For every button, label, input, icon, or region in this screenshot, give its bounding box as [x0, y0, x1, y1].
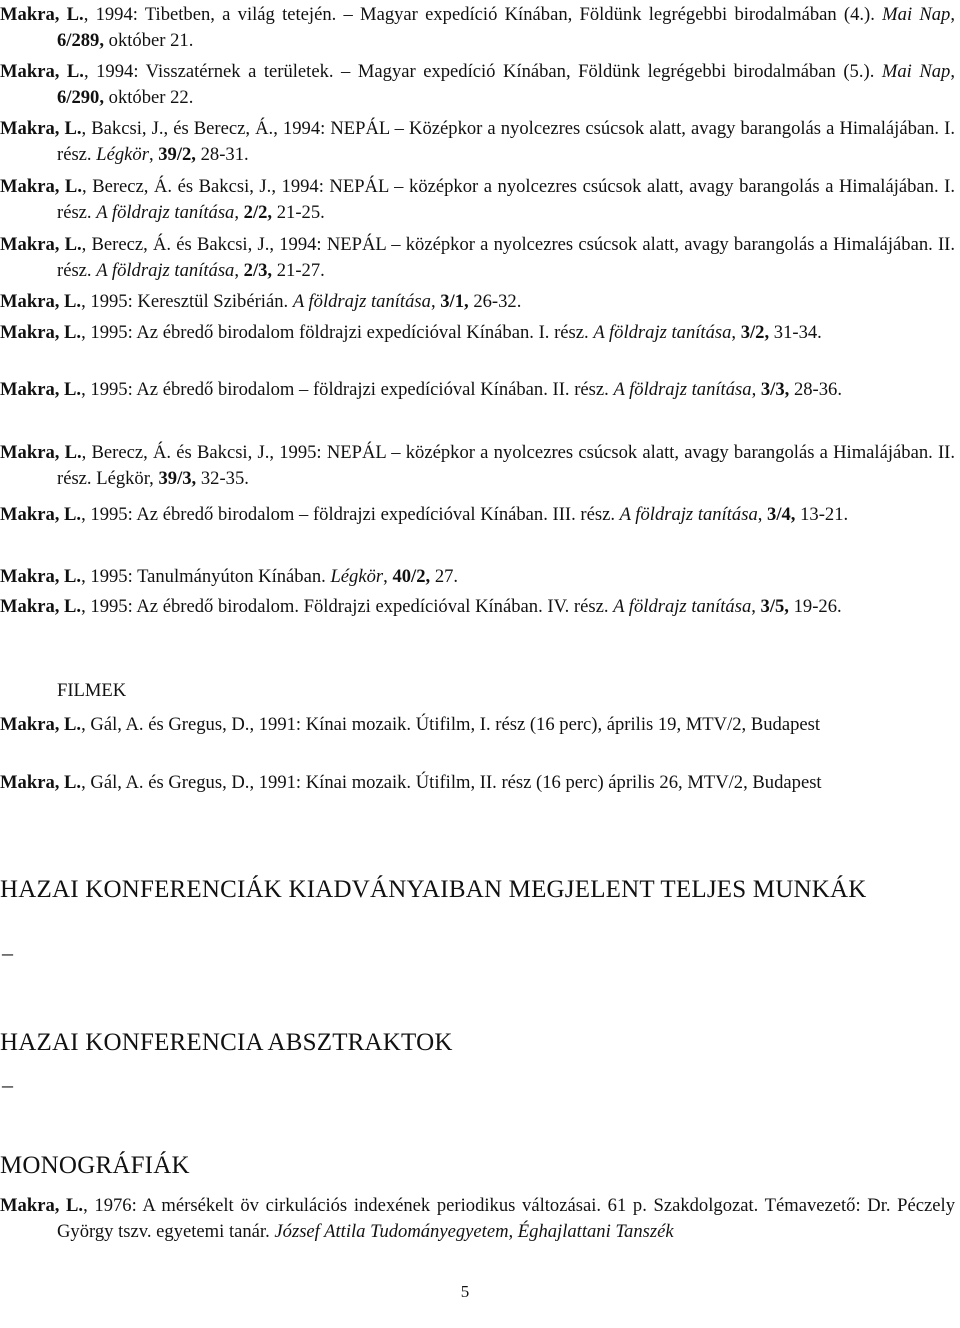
entry-volume: 3/3,	[760, 379, 790, 400]
entry-title: NEPÁL – középkor a nyolcezres csúcsok alatt, avagy barangolás a Himalájában. II. rész.	[57, 234, 956, 281]
page-number: 5	[460, 1282, 470, 1301]
film-author: Makra, L.	[0, 772, 82, 793]
entry-volume: 39/3,	[158, 467, 197, 489]
entry-pages: 21-27.	[276, 259, 325, 281]
entry-author: Makra, L.	[0, 234, 82, 255]
bibliography-entry: Makra, L., 1995: Az ébredő birodalom földrajzi expedícióval Kínában. I. rész. A földrajz tanítása, 3/2, 31-34.	[0, 322, 822, 343]
bibliography-entry: Makra, L., Bakcsi, J., és Berecz, Á., 1994: NEPÁL – Középkor a nyolcezres csúcsok alatt, avagy barangolás a Himalájában. I. rész. Légkör, 39/2, 28-31.	[0, 118, 956, 165]
entry-year: 1995	[279, 442, 317, 463]
entry-volume: 6/290,	[57, 86, 105, 108]
entry-journal: A földrajz tanítása	[96, 259, 235, 281]
entry-title: NEPÁL – középkor a nyolcezres csúcsok alatt, avagy barangolás a Himalájában. I. rész.	[57, 176, 956, 223]
entry-journal: A földrajz tanítása	[613, 379, 752, 400]
entry-title: NEPÁL – Középkor a nyolcezres csúcsok alatt, avagy barangolás a Himalájában. I. rész.	[57, 118, 956, 165]
entry-coauthors: Berecz, Á. és Bakcsi, J.	[91, 442, 270, 463]
bibliography-entry: Makra, L., 1995: Az ébredő birodalom – földrajzi expedícióval Kínában. II. rész. A földrajz tanítása, 3/3, 28-36.	[0, 379, 842, 400]
entry-author: Makra, L.	[0, 176, 82, 197]
entry-author: Makra, L.	[0, 504, 82, 525]
entry-year: 1994	[95, 4, 133, 25]
empty-section-dash: –	[2, 1072, 13, 1097]
empty-section-dash: –	[2, 940, 13, 965]
entry-title: Tibetben, a világ tetején. – Magyar expedíció Kínában, Földünk legrégebbi birodalmában (4.).	[144, 4, 875, 25]
entry-volume: 3/5,	[760, 596, 789, 617]
entry-journal: A földrajz tanítása	[292, 291, 431, 312]
entry-pages: 27.	[434, 566, 459, 587]
entry-journal: A földrajz tanítása	[613, 596, 752, 617]
entry-author: Makra, L.	[0, 4, 84, 25]
bibliography-entry: Makra, L., Berecz, Á. és Bakcsi, J., 1994: NEPÁL – középkor a nyolcezres csúcsok alatt, avagy barangolás a Himalájában. II. rész. A földrajz tanítása, 2/3, 21-27.	[0, 234, 956, 281]
films-section-label: FILMEK	[57, 680, 127, 701]
entry-author: Makra, L.	[0, 291, 82, 312]
entry-journal: Mai Nap	[881, 61, 951, 82]
entry-journal: Légkör	[96, 143, 149, 165]
entry-year: 1995	[90, 504, 128, 525]
entry-pages: 21-25.	[276, 201, 325, 223]
entry-volume: 39/2,	[158, 143, 196, 165]
entry-year: 1995	[90, 379, 128, 400]
entry-pages: 19-26.	[793, 596, 842, 617]
section-heading: MONOGRÁFIÁK	[0, 1152, 190, 1179]
entry-pages: 28-31.	[200, 143, 249, 165]
entry-year: 1994	[96, 61, 134, 82]
entry-journal: Mai Nap	[882, 4, 951, 25]
bibliography-entry: Makra, L., 1994: Visszatérnek a területek. – Magyar expedíció Kínában, Földünk legrégebbi birodalmában (5.). Mai Nap, 6/290, október 22.	[0, 61, 955, 108]
entry-title: NEPÁL – középkor a nyolcezres csúcsok alatt, avagy barangolás a Himalájában. II. rész. Légkör,	[57, 442, 956, 489]
entry-volume: 2/3,	[243, 259, 273, 281]
entry-volume: 3/2,	[740, 322, 770, 343]
film-entry	[0, 770, 955, 796]
entry-year: 1995	[90, 596, 128, 617]
entry-title: Tanulmányúton Kínában.	[137, 566, 326, 587]
monograph-author: Makra, L.	[0, 1195, 84, 1216]
monograph-entry	[0, 1193, 955, 1244]
entry-author: Makra, L.	[0, 379, 82, 400]
entry-title: Az ébredő birodalom – földrajzi expedícióval Kínában. III. rész.	[136, 504, 615, 525]
entry-title: Az ébredő birodalom földrajzi expedícióval Kínában. I. rész.	[136, 322, 589, 343]
entry-volume: 3/1,	[440, 291, 469, 312]
entry-journal: A földrajz tanítása	[619, 504, 758, 525]
entry-journal: A földrajz tanítása	[96, 201, 235, 223]
film-text: , Gál, A. és Gregus, D., 1991: Kínai mozaik. Útifilm, II. rész (16 perc) április 26, MTV/2, Budapest	[81, 772, 822, 793]
bibliography-entry: Makra, L., Berecz, Á. és Bakcsi, J., 1994: NEPÁL – középkor a nyolcezres csúcsok alatt, avagy barangolás a Himalájában. I. rész. A földrajz tanítása, 2/2, 21-25.	[0, 176, 956, 223]
entry-author: Makra, L.	[0, 596, 82, 617]
entry-title: Az ébredő birodalom. Földrajzi expedícióval Kínában. IV. rész.	[136, 596, 609, 617]
section-heading: HAZAI KONFERENCIÁK KIADVÁNYAIBAN MEGJELENT TELJES MUNKÁK	[0, 876, 867, 903]
bibliography-entry: Makra, L., Berecz, Á. és Bakcsi, J., 1995: NEPÁL – középkor a nyolcezres csúcsok alatt, avagy barangolás a Himalájában. II. rész. Légkör, 39/3, 32-35.	[0, 442, 956, 489]
film-entry	[0, 712, 955, 738]
monograph-text: , 1976: A mérsékelt öv cirkulációs indexének periodikus változásai. 61 p. Szakdolgozat. Témavezető: Dr. Péczely György tszv. egyetemi tanár.	[57, 1195, 955, 1242]
entry-year: 1995	[90, 566, 128, 587]
film-author: Makra, L.	[0, 714, 82, 735]
entry-volume: 3/4,	[767, 504, 796, 525]
section-heading: HAZAI KONFERENCIA ABSZTRAKTOK	[0, 1029, 453, 1056]
entry-year: 1994	[282, 118, 321, 139]
monograph-institution: József Attila Tudományegyetem, Éghajlattani Tanszék	[274, 1220, 674, 1242]
entry-volume: 6/289,	[57, 29, 105, 51]
entry-volume: 2/2,	[243, 201, 273, 223]
entry-year: 1994	[281, 176, 319, 197]
entry-title: Az ébredő birodalom – földrajzi expedícióval Kínában. II. rész.	[136, 379, 609, 400]
entry-pages: 13-21.	[800, 504, 849, 525]
entry-title: Keresztül Szibérián.	[137, 291, 289, 312]
entry-journal: A földrajz tanítása	[593, 322, 732, 343]
bibliography-entry: Makra, L., 1995: Keresztül Szibérián. A földrajz tanítása, 3/1, 26-32.	[0, 291, 522, 312]
entry-coauthors: Berecz, Á. és Bakcsi, J.	[91, 234, 270, 255]
entry-author: Makra, L.	[0, 442, 82, 463]
entry-volume: 40/2,	[392, 566, 431, 587]
entry-pages: 26-32.	[473, 291, 522, 312]
entry-coauthors: Bakcsi, J., és Berecz, Á.	[91, 118, 274, 139]
bibliography-entry: Makra, L., 1995: Az ébredő birodalom – földrajzi expedícióval Kínában. III. rész. A földrajz tanítása, 3/4, 13-21.	[0, 504, 849, 525]
entry-year: 1995	[90, 322, 128, 343]
entry-pages: 28-36.	[793, 379, 842, 400]
entry-author: Makra, L.	[0, 566, 82, 587]
entry-author: Makra, L.	[0, 61, 84, 82]
entry-year: 1995	[90, 291, 128, 312]
film-text: , Gál, A. és Gregus, D., 1991: Kínai mozaik. Útifilm, I. rész (16 perc), április 19, MTV/2, Budapest	[81, 714, 821, 735]
bibliography-entry: Makra, L., 1995: Tanulmányúton Kínában. Légkör, 40/2, 27.	[0, 566, 459, 587]
entry-author: Makra, L.	[0, 118, 82, 139]
entry-journal: Légkör	[330, 566, 384, 587]
entry-title: Visszatérnek a területek. – Magyar expedíció Kínában, Földünk legrégebbi birodalmában (5.).	[145, 61, 875, 82]
entry-pages: 32-35.	[200, 467, 249, 489]
bibliography-entry: Makra, L., 1994: Tibetben, a világ tetején. – Magyar expedíció Kínában, Földünk legrégebbi birodalmában (4.). Mai Nap, 6/289, október 21.	[0, 4, 955, 51]
entry-author: Makra, L.	[0, 322, 82, 343]
entry-pages: október 22.	[108, 86, 194, 108]
entry-pages: 31-34.	[773, 322, 822, 343]
entry-pages: október 21.	[108, 29, 194, 51]
bibliography-entry: Makra, L., 1995: Az ébredő birodalom. Földrajzi expedícióval Kínában. IV. rész. A földrajz tanítása, 3/5, 19-26.	[0, 596, 842, 617]
entry-coauthors: Berecz, Á. és Bakcsi, J.	[92, 176, 272, 197]
entry-year: 1994	[279, 234, 317, 255]
